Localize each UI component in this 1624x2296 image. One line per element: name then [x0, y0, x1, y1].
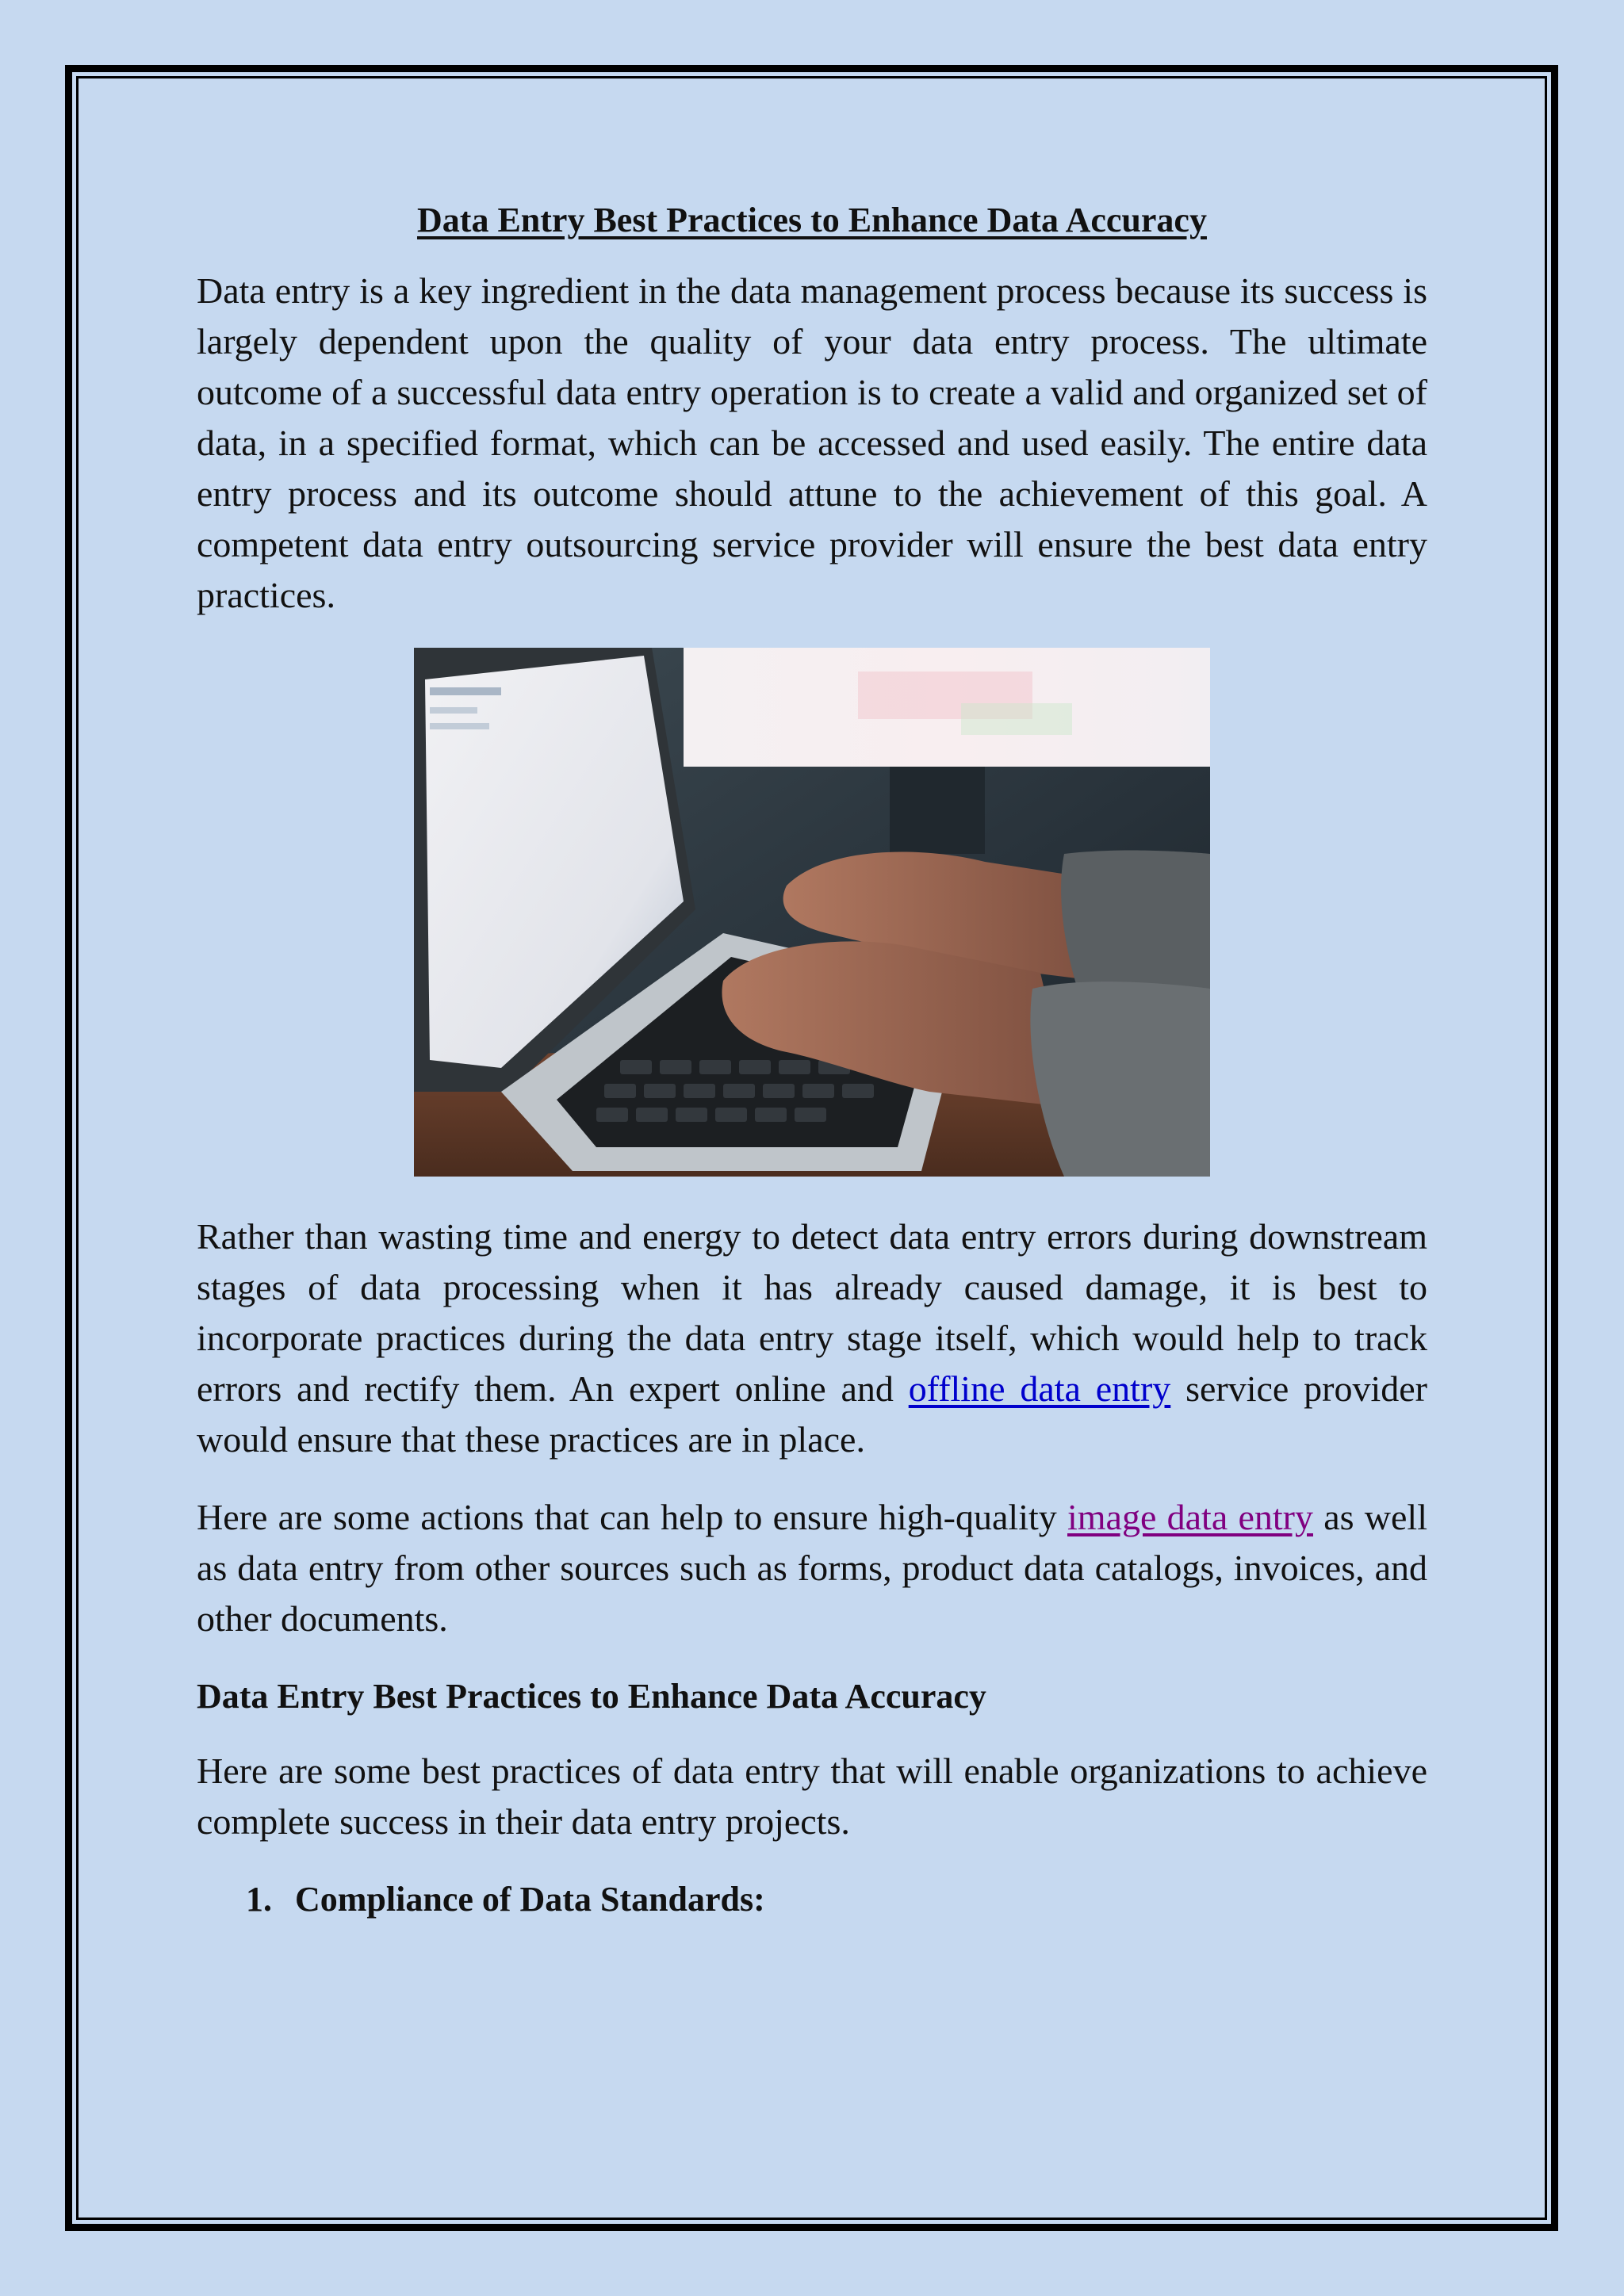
offline-data-entry-link[interactable]: offline data entry: [908, 1368, 1171, 1409]
document-title: Data Entry Best Practices to Enhance Data Accuracy: [417, 201, 1207, 239]
section-heading: Data Entry Best Practices to Enhance Data Accuracy: [197, 1677, 986, 1716]
list-item: [246, 1874, 1427, 1925]
paragraph-best-practices: Here are some best practices of data entry that will enable organizations to achieve complete success in their data entry projects.: [197, 1751, 1427, 1842]
intro-paragraph: Data entry is a key ingredient in the data management process because its success is largely dependent upon the quality of your data entry process. The ultimate outcome of a successful data entry operation is to create a valid and organized set of data, in a specified format, which can be accessed and used easily. The entire data entry process and its outcome should attune to the achievement of this goal. A competent data entry outsourcing service provider will ensure the best data entry practices.: [197, 270, 1427, 615]
paragraph2-text-after: service provider would ensure that these practices are in place.: [197, 1368, 1427, 1460]
paragraph3-text-before: Here are some actions that can help to ensure high-quality: [197, 1497, 1067, 1537]
practices-list: [197, 1874, 1427, 1925]
paragraph-offline-entry: [197, 1211, 1427, 1465]
paragraph3-text-after: as well as data entry from other sources such as forms, product data catalogs, invoices, and other documents.: [197, 1497, 1427, 1639]
document-body: [197, 189, 1427, 1925]
list-item-number: 1.: [246, 1880, 272, 1919]
image-data-entry-link[interactable]: image data entry: [1067, 1497, 1313, 1537]
photo-container: [197, 648, 1427, 1177]
paragraph2-text-before: Rather than wasting time and energy to detect data entry errors during downstream stages of data processing when it has already caused damage, it is best to incorporate practices during the data entry stage itself, which would help to track errors and rectify them. An expert online and: [197, 1216, 1427, 1409]
list-item-label: Compliance of Data Standards:: [295, 1880, 765, 1919]
laptop-typing-photo: [414, 648, 1210, 1177]
paragraph-image-entry: [197, 1492, 1427, 1644]
